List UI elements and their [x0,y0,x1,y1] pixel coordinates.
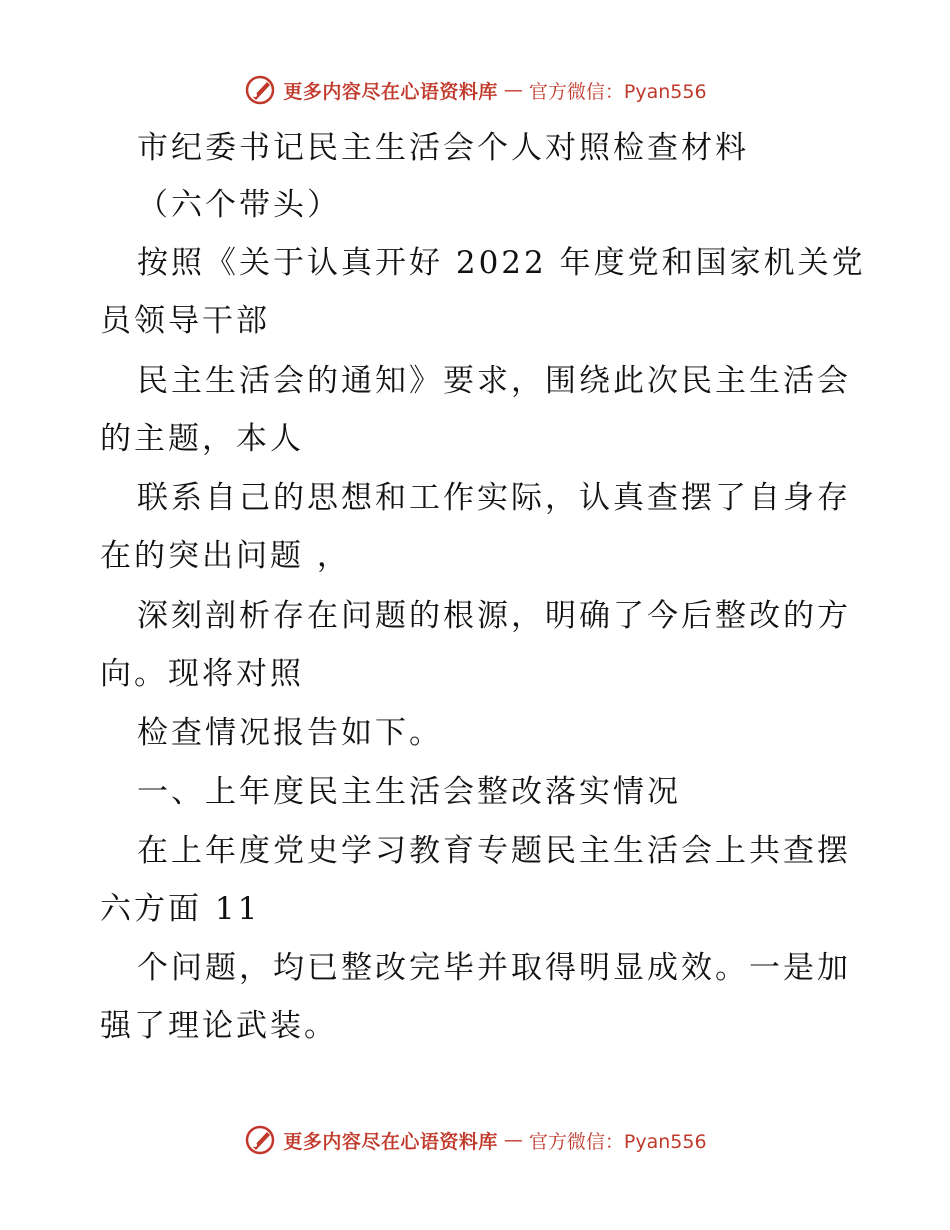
footer-watermark-text: 更多内容尽在心语资料库 [283,1130,498,1153]
header-watermark-contact: 官方微信：Pyan556 [528,80,707,103]
paragraph-line: 的主题，本人 [100,421,304,457]
header-watermark-text: 更多内容尽在心语资料库 [283,80,498,103]
document-title: 市纪委书记民主生活会个人对照检查材料 [137,130,749,166]
paragraph-line: 个问题，均已整改完毕并取得明显成效。一是加 [137,950,851,986]
pen-logo-icon [243,1123,277,1157]
pen-logo-icon [243,73,277,107]
paragraph-line: 民主生活会的通知》要求，围绕此次民主生活会 [137,363,851,399]
section-heading: 一、上年度民主生活会整改落实情况 [137,774,681,810]
paragraph-line: 强了理论武装。 [100,1008,338,1044]
footer-watermark [0,1120,950,1160]
header-watermark [0,70,950,110]
document-subtitle: （六个带头） [137,187,341,223]
footer-watermark-separator: — [503,1129,523,1151]
paragraph-line: 在的突出问题 ， [100,538,351,574]
paragraph-line: 向。现将对照 [100,656,304,692]
paragraph-line: 联系自己的思想和工作实际，认真查摆了自身存 [137,480,851,516]
paragraph-line: 在上年度党史学习教育专题民主生活会上共查摆 [137,833,851,869]
paragraph-line: 深刻剖析存在问题的根源，明确了今后整改的方 [137,598,851,634]
paragraph-line: 按照《关于认真开好 2022 年度党和国家机关党 [137,245,866,281]
header-watermark-separator: — [503,79,523,101]
footer-watermark-contact: 官方微信：Pyan556 [528,1130,707,1153]
paragraph-line: 六方面 11 [100,891,261,927]
paragraph-line: 员领导干部 [100,303,270,339]
paragraph-line: 检查情况报告如下。 [137,715,443,751]
